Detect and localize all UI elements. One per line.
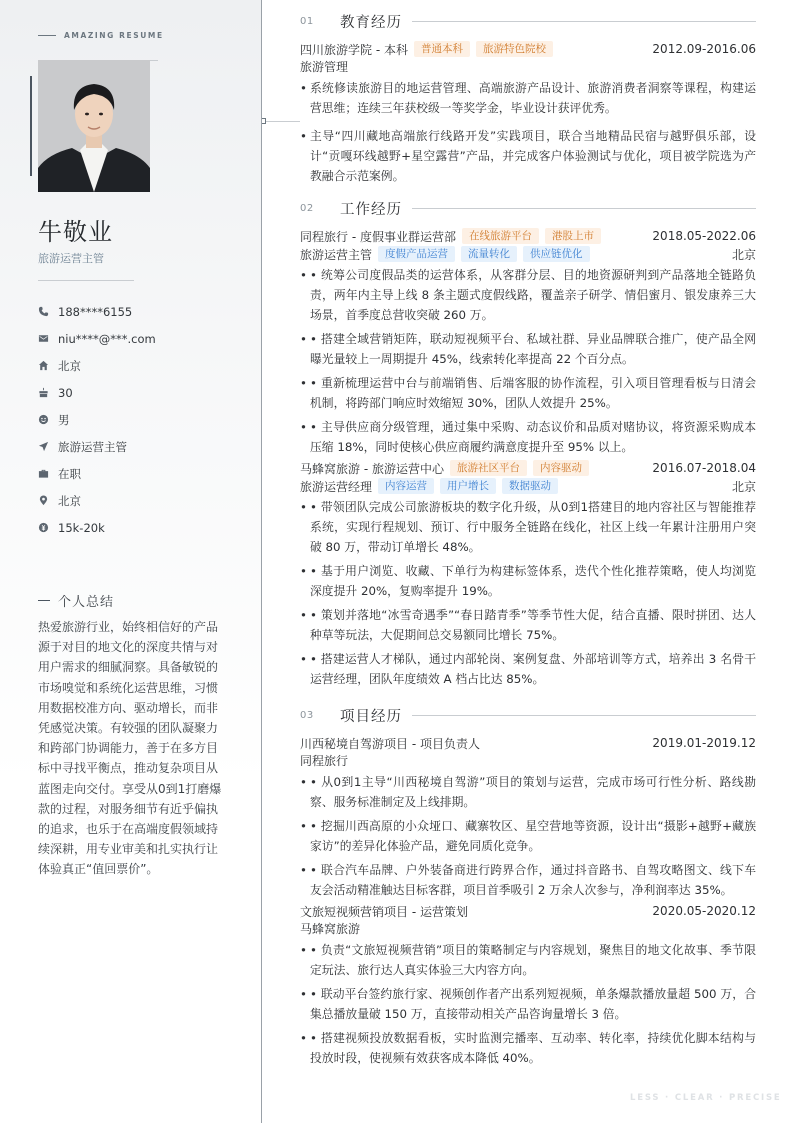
section-rule (412, 715, 756, 716)
bullet-item: • 系统修读旅游目的地运营管理、高端旅游产品设计、旅游消费者洞察等课程，构建运营思维；连续三年获校级一等奖学金，毕业设计获评优秀。 (300, 78, 756, 118)
section-header-work (300, 198, 756, 219)
role-tag: 度假产品运营 (378, 246, 455, 262)
edge-connector-line (266, 121, 300, 122)
bullet-item: • • 搭建视频投放数据看板，实时监测完播率、互动率、转化率，持续优化脚本结构与投放时段，使视频有效获客成本降低 40%。 (300, 1028, 756, 1068)
profile-name: 牛敬业 (38, 218, 113, 246)
entry-city: 北京 (731, 247, 756, 262)
entry-city: 北京 (731, 479, 756, 494)
bullet-item: • • 主导供应商分级管理，通过集中采购、动态议价和品质对赌协议，将资源采购成本压缩 18%，同时使核心供应商履约满意度提升至 95% 以上。 (300, 417, 756, 457)
info-item-gender (38, 406, 156, 433)
entry-header-row (300, 734, 756, 752)
role-left (300, 246, 590, 263)
section-header-projects (300, 705, 756, 726)
section-title: 教育经历 (340, 15, 402, 31)
location-pin-icon (38, 495, 58, 506)
entry-header-left (300, 903, 468, 920)
info-item-age (38, 379, 156, 406)
summary-header (38, 591, 114, 610)
summary-title: 个人总结 (58, 595, 115, 610)
company-tag: 内容驱动 (533, 460, 589, 476)
bullet-list (300, 772, 756, 900)
home-icon (38, 360, 58, 371)
footer-watermark: LESS · CLEAR · PRECISE (630, 1093, 782, 1103)
bullet-list (300, 78, 756, 186)
company-tag: 港股上市 (545, 228, 601, 244)
age-text: 30 (58, 385, 73, 400)
entry-header-left (300, 735, 480, 752)
salary-icon (38, 522, 58, 533)
bullet-item: • • 带领团队完成公司旅游板块的数字化升级，从0到1搭建目的地内容社区与智能推荐系统，实现行程规划、预订、行中服务全链路在线化，社区上线一年累计注册用户突破 80 万，带动订单增长 48%。 (300, 497, 756, 557)
role-left (300, 478, 558, 495)
phone-icon (38, 306, 58, 317)
project-name: 川西秘境自驾游项目 - 项目负责人 (300, 736, 480, 751)
work-entry (300, 459, 756, 693)
bullet-item: • • 搭建运营人才梯队，通过内部轮岗、案例复盘、外部培训等方式，培养出 3 名骨干运营经理，团队年度绩效 A 档占比达 85%。 (300, 649, 756, 689)
email-text: niu****@***.com (58, 331, 156, 346)
company-name: 同程旅行 - 度假事业群运营部 (300, 229, 456, 244)
bullet-list (300, 497, 756, 689)
role-name: 旅游运营经理 (300, 479, 373, 494)
bullet-item: • • 挖掘川西高原的小众垭口、藏寨牧区、星空营地等资源，设计出“摄影+越野+藏族家访”的差异化体验产品，避免同质化竞争。 (300, 816, 756, 856)
role-row (300, 477, 756, 495)
bullet-item: • • 联合汽车品牌、户外装备商进行跨界合作，通过抖音路书、自驾攻略图文、线下车友会活动精准触达目标客群，项目首季吸引 2 万余人次参与，净利润率达 35%。 (300, 860, 756, 900)
project-name: 文旅短视频营销项目 - 运营策划 (300, 904, 468, 919)
bullet-item: • • 重新梳理运营中台与前端销售、后端客服的协作流程，引入项目管理看板与日清会机制，将跨部门响应时效缩短 30%，团队人效提升 25%。 (300, 373, 756, 413)
work-entry (300, 227, 756, 461)
company-tag: 旅游社区平台 (450, 460, 527, 476)
school-tag: 普通本科 (414, 41, 470, 57)
info-item-email (38, 325, 156, 352)
major: 旅游管理 (300, 60, 349, 74)
target-position-icon (38, 441, 58, 452)
section-number: 03 (300, 710, 314, 721)
info-item-salary (38, 514, 156, 541)
project-org: 同程旅行 (300, 754, 349, 768)
info-item-status (38, 460, 156, 487)
name-divider (38, 280, 134, 281)
bullet-item: • • 从0到1主导“川西秘境自驾游”项目的策划与运营，完成市场可行性分析、路线勘察、服务标准制定及上线排期。 (300, 772, 756, 812)
entry-dates: 2016.07-2018.04 (652, 461, 756, 475)
entry-dates: 2018.05-2022.06 (652, 229, 756, 243)
phone-text: 188****6155 (58, 304, 133, 319)
contact-info-list (38, 298, 156, 541)
section-number: 02 (300, 203, 314, 214)
role-tag: 用户增长 (440, 478, 496, 494)
role-tag: 供应链优化 (523, 246, 590, 262)
entry-dates: 2019.01-2019.12 (652, 736, 756, 750)
sidebar-divider (261, 0, 262, 1123)
profile-title: 旅游运营主管 (38, 252, 104, 265)
role-row (300, 245, 756, 263)
project-entry (300, 734, 756, 904)
bullet-item: • 主导“四川藏地高端旅行线路开发”实践项目，联合当地精品民宿与越野俱乐部，设计“贡嘎环线越野+星空露营”产品，并完成客户体验测试与优化，项目被学院选为产教融合示范案例。 (300, 126, 756, 186)
portrait-image (38, 60, 150, 192)
residence-text: 北京 (58, 358, 81, 373)
entry-header-left (300, 41, 553, 58)
summary-dash (38, 600, 50, 601)
profile-photo (38, 60, 150, 192)
entry-header-left (300, 228, 601, 245)
section-header-education (300, 11, 756, 32)
bullet-item: • • 统筹公司度假品类的运营体系，从客群分层、目的地资源研判到产品落地全链路负责，两年内主导上线 8 条主题式度假线路，覆盖亲子研学、情侣蜜月、银发康养三大场景，首季度总营收突破 260 万。 (300, 265, 756, 325)
brand-line (38, 35, 56, 36)
bullet-item: • • 策划并落地“冰雪奇遇季”“春日踏青季”等季节性大促，结合直播、限时拼团、达人种草等玩法，大促期间总交易额同比增长 75%。 (300, 605, 756, 645)
role-tag: 数据驱动 (502, 478, 558, 494)
role-tag: 流量转化 (461, 246, 517, 262)
role-tag: 内容运营 (378, 478, 434, 494)
company-tag: 在线旅游平台 (462, 228, 539, 244)
bullet-item: • • 搭建全域营销矩阵，联动短视频平台、私域社群、异业品牌联合推广，使产品全网曝光量较上一周期提升 45%，线索转化率提高 22 个百分点。 (300, 329, 756, 369)
entry-header-row (300, 902, 756, 920)
school-name: 四川旅游学院 - 本科 (300, 42, 408, 57)
summary-text: 热爱旅游行业，始终相信好的产品源于对目的地文化的深度共情与对用户需求的细腻洞察。具备敏锐的市场嗅觉和系统化运营思维，习惯用数据校准方向、驱动增长，而非凭感觉决策。有较强的团队凝聚力和跨部门协调能力，善于在多方目标中寻找平衡点，推动复杂项目从蓝图走向交付。享受从0到1打磨爆款的过程，对服务细节有近乎偏执的追求，也乐于在高端度假领域持续深耕，用专业审美和扎实执行让体验真正“值回票价”。 (38, 620, 222, 877)
education-entry (300, 40, 756, 190)
brand-header (38, 31, 164, 40)
bullet-item: • • 基于用户浏览、收藏、下单行为构建标签体系，迭代个性化推荐策略，使人均浏览深度提升 20%，复购率提升 19%。 (300, 561, 756, 601)
bullet-list (300, 940, 756, 1068)
entry-header-row (300, 40, 756, 58)
section-title: 工作经历 (340, 202, 402, 218)
info-item-target-position (38, 433, 156, 460)
section-rule (412, 21, 756, 22)
info-item-location (38, 487, 156, 514)
email-icon (38, 333, 58, 344)
info-item-residence (38, 352, 156, 379)
bullet-list (300, 265, 756, 457)
section-number: 01 (300, 16, 314, 27)
gender-text: 男 (58, 412, 70, 427)
project-org: 马蜂窝旅游 (300, 922, 361, 936)
bullet-item: • • 联动平台签约旅行家、视频创作者产出系列短视频，单条爆款播放量超 500 万，合集总播放量破 150 万，直接带动相关产品咨询量增长 3 倍。 (300, 984, 756, 1024)
photo-accent-line (30, 76, 32, 176)
salary-text: 15k-20k (58, 520, 105, 535)
bullet-item: • • 负责“文旅短视频营销”项目的策略制定与内容规划，聚焦目的地文化故事、季节限定玩法、旅行达人真实体验三大内容方向。 (300, 940, 756, 980)
gender-icon (38, 414, 58, 425)
company-name: 马蜂窝旅游 - 旅游运营中心 (300, 461, 444, 476)
entry-header-row (300, 227, 756, 245)
project-entry (300, 902, 756, 1072)
status-briefcase-icon (38, 468, 58, 479)
section-title: 项目经历 (340, 709, 402, 725)
entry-header-left (300, 460, 589, 477)
entry-dates: 2012.09-2016.06 (652, 42, 756, 56)
entry-header-row (300, 459, 756, 477)
status-text: 在职 (58, 466, 81, 481)
brand-text: AMAZING RESUME (64, 31, 164, 40)
location-text: 北京 (58, 493, 81, 508)
section-rule (412, 208, 756, 209)
target-position-text: 旅游运营主管 (58, 439, 127, 454)
age-cake-icon (38, 387, 58, 398)
info-item-phone (38, 298, 156, 325)
role-name: 旅游运营主管 (300, 247, 373, 262)
entry-dates: 2020.05-2020.12 (652, 904, 756, 918)
school-tag: 旅游特色院校 (476, 41, 553, 57)
